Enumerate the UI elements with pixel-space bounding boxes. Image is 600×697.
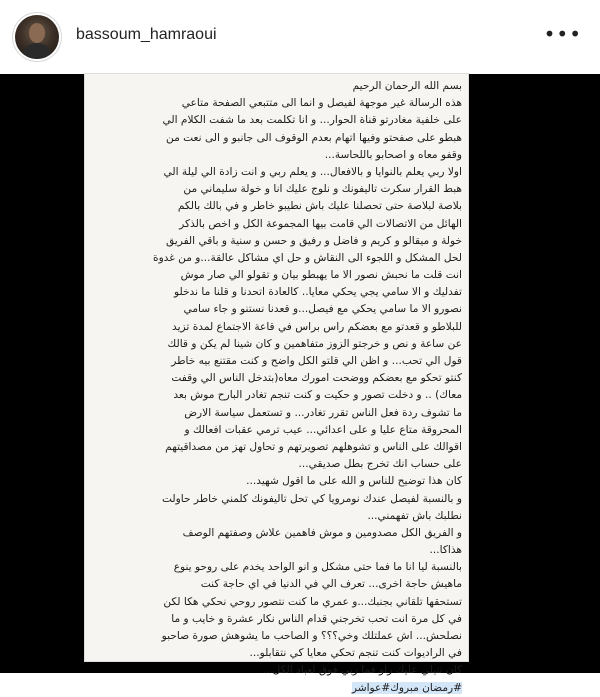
post-header	[0, 0, 600, 74]
letter-line: في الراديوات كنت تنجم تحكي معايا كي نتقابلو...	[249, 647, 462, 660]
letter-line: انت قلت ما نحبش نصور الا ما يهبطو بيان و تقولو الي صار موش	[180, 269, 462, 282]
letter-line: ما تشوف ردة فعل الناس تقرر تغادر... و تستعمل سياسة الارض	[184, 406, 462, 419]
letter-line: كنتو تحكو مع بعضكم ووضحت امورك معاه(بتدخل الناس الي وقفت	[171, 372, 462, 385]
letter-line: نصلحش... اش عملتلك وخي؟؟؟ و الصاحب ما يشوهش صورة صاحبو	[161, 630, 462, 642]
letter-line: في كل مرة انت تحب تخرجني قدام الناس نكار عشرة و خايب و ما	[171, 612, 462, 625]
letter-line: ماهيش حاجة اخرى... تعرف الي في الدنيا في اي حاجة كنت	[200, 578, 462, 591]
letter-line: لحل المشكل و اللجوء الى النقاش و حل اي مشاكل عالقة...و من غدوة	[153, 251, 462, 264]
letter-line: بالنسبة ليا انا ما فما حتى مشكل و انو الواحد يخدم على روحو ينوع	[173, 561, 462, 574]
more-options-icon[interactable]: •••	[543, 22, 582, 46]
hashtags-line	[90, 680, 462, 697]
letter-text	[90, 78, 462, 697]
letter-line: و الفريق الكل مصدومين و موش فاهمين علاش وصفتهم الوصف	[182, 526, 462, 539]
letter-line: للبلاطو و قعدتو مع بعضكم راس براس في قاعة الاجتماع لمدة تزيد	[172, 320, 462, 333]
letter-line: على خلفية مغادرتو قناة الحوار... و انا تكلمت بعد ما شفت الكلام الي	[162, 114, 462, 127]
letter-line: عن ساعة و نص و خرجتو الزوز متفاهمين و كان شينا لم يكن و قالك	[167, 337, 462, 350]
letter-line: اقوالك على الناس و تشوهلهم تصويرتهم و تحاول تهز من مصداقيتهم	[165, 440, 462, 453]
letter-line: كان هذا توضيح للناس و الله على ما اقول شهيد...	[246, 475, 462, 488]
avatar-face	[29, 23, 45, 43]
letter-line: معاك) .. و دخلت تصور و حكيت و كنت تنجم تغادر البارح موش بعد	[173, 389, 462, 402]
letter-line: الهائل من الاتصالات الي قامت بيها المجموعة الكل و اخص بالذكر	[179, 217, 462, 230]
letter-line: على حساب انك تخرج بطل صديقي...	[298, 458, 462, 471]
letter-line: كان نتيلي عليك راو فما ربي فوق لعباد الكل...	[262, 664, 462, 677]
letter-line: و بالنسبة لفيصل عندك نومرويا كي تحل تاليفونك كلمني خاطر حاولت	[161, 492, 462, 505]
letter-line: هذه الرسالة غير موجهة لفيصل و انما الى متتبعي الصفحة متاعي	[181, 97, 462, 110]
letter-line: بلاصة لبلاصة حتى تحصلنا عليك باش نطيبو خاطر و في بالك بالكم	[177, 200, 462, 213]
post-image-note[interactable]	[85, 74, 468, 694]
letter-line: نطلبك باش تفهمني...	[367, 509, 462, 522]
username[interactable]: bassoum_hamraoui	[76, 26, 217, 43]
hashtag-highlight[interactable]: #رمضان مبروك#عواشر	[351, 681, 462, 694]
letter-line: تستحقها تلقاني بجنبك...و عمري ما كنت نتصور روحي نحكي هكا لكن	[163, 595, 462, 608]
letter-line: نصورو الا ما سامي يحكي مع فيصل...و قعدنا نستنو و جاء سامي	[183, 303, 462, 316]
avatar[interactable]	[15, 15, 59, 59]
letter-line: هبطو على صفحتو وفيها اتهام بعدم الوقوف الى جانبو و الى نعت من	[166, 131, 462, 144]
letter-line: تفدليك و الا سامي يجي يحكي معايا.. كالعادة اتحدنا و قلنا ما ندخلو	[174, 286, 462, 299]
letter-line: قول الي تحب... و اظن الي قلتو الكل واضح و كنت مقتنع بيه خاطر	[171, 355, 462, 367]
letter-line: خولة و ميقالو و كريم و فاضل و رفيق و حسن و سنية و باقي الفريق	[165, 234, 462, 247]
letter-line: بسم الله الرحمان الرحيم	[352, 80, 462, 92]
letter-line: اولا ربي يعلم بالنوايا و بالافعال... و يعلم ربي و انت زادة الي ليلة الي	[163, 165, 462, 178]
avatar-body	[21, 43, 53, 59]
letter-line: هبط القرار سكرت تاليفونك و نلوج عليك انا و خولة سليماني من	[183, 183, 462, 196]
letter-line: المحروقة متاع عليا و على اعدائي... عيب ترمي عقبات افعالك و	[184, 423, 462, 436]
letter-line: هذاكا...	[429, 544, 462, 557]
letter-line: وقفو معاه و اصحابو باللحاسة...	[324, 148, 462, 161]
